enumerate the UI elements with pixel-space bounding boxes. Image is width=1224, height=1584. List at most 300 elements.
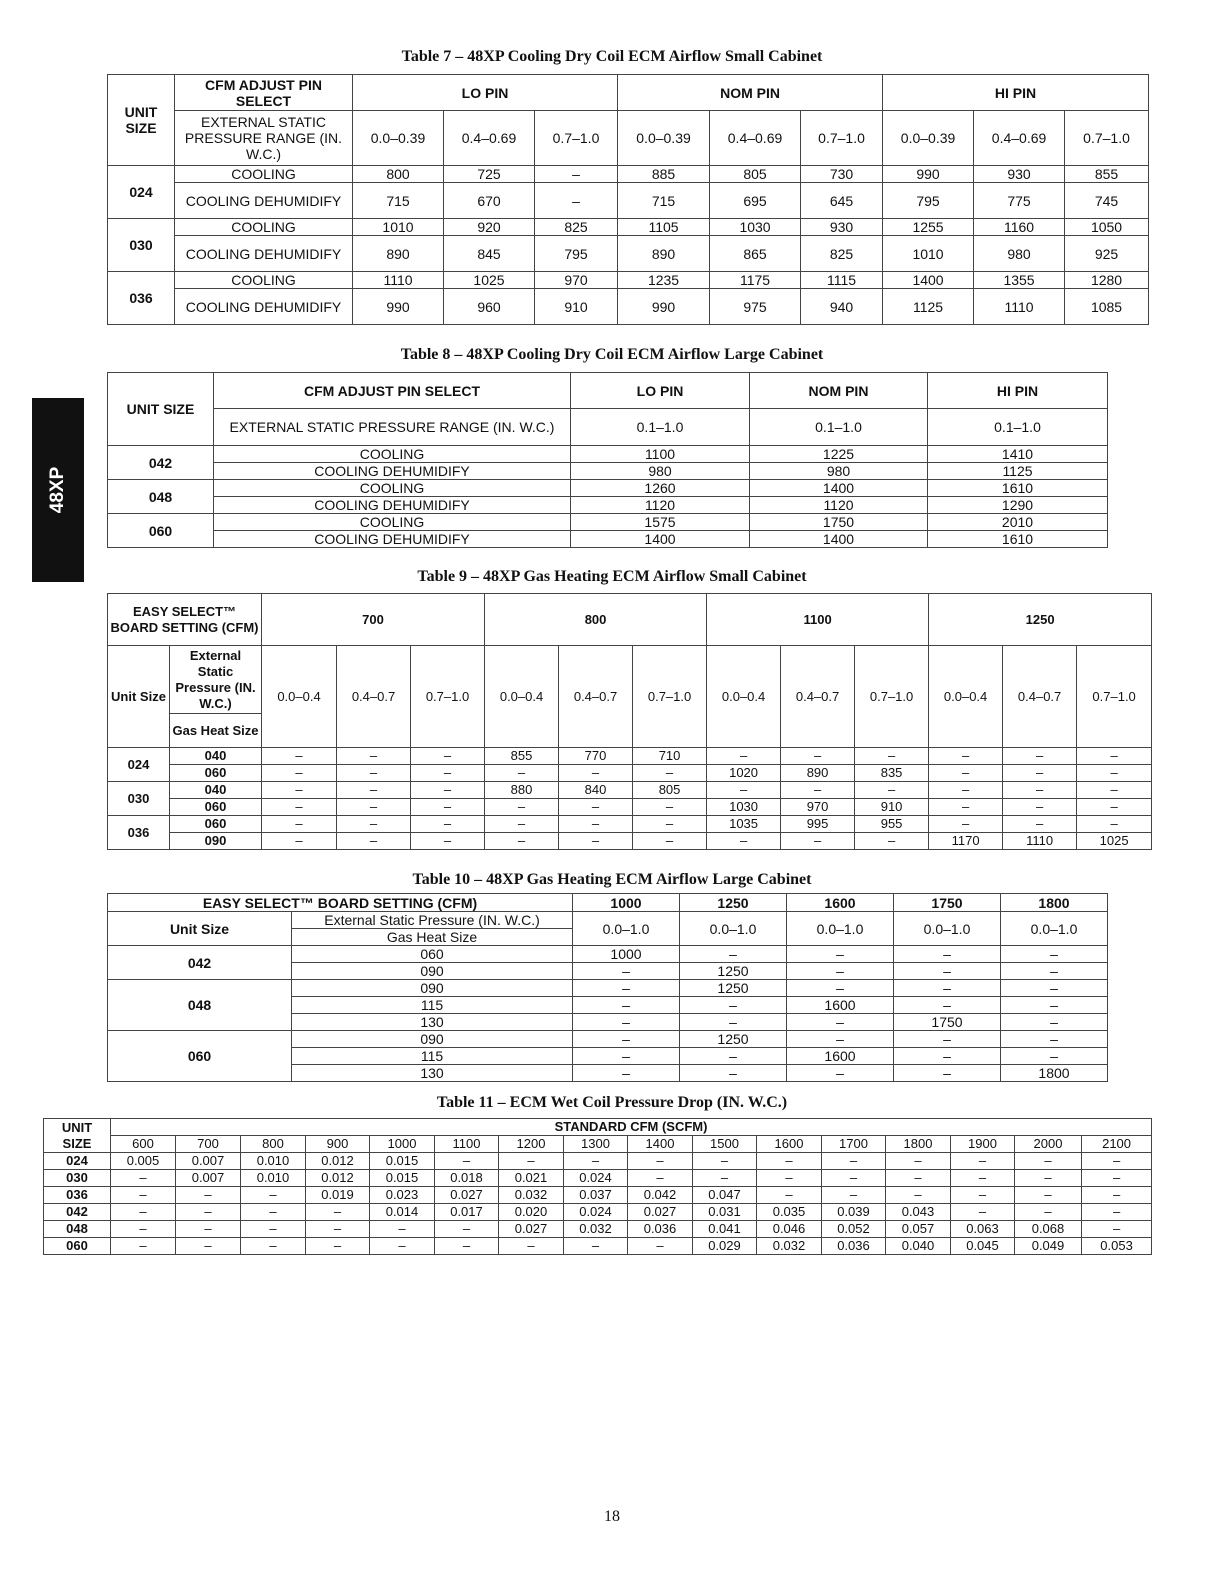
gas-heat-header: Gas Heat Size — [170, 714, 262, 748]
table-cell: 855 — [485, 748, 559, 765]
table-cell: 910 — [855, 799, 929, 816]
table8-caption: Table 8 – 48XP Cooling Dry Coil ECM Airflow Large Cabinet — [400, 346, 824, 363]
table-cell: 1400 — [571, 531, 750, 548]
table-cell: – — [241, 1187, 306, 1204]
table-cell: 865 — [710, 236, 801, 272]
table-cell: – — [1082, 1153, 1152, 1170]
table-cell: – — [787, 980, 894, 997]
table-cell: – — [411, 833, 485, 850]
table-cell: – — [306, 1204, 370, 1221]
table-cell: 930 — [974, 166, 1065, 183]
table-cell: – — [176, 1204, 241, 1221]
table-cell: 1115 — [801, 272, 883, 289]
range-header: 0.0–0.4 — [707, 646, 781, 748]
table-cell: – — [1077, 748, 1152, 765]
mode-cell: COOLING — [175, 166, 353, 183]
table-cell: – — [411, 799, 485, 816]
table-cell: – — [1015, 1204, 1082, 1221]
scfm-header: STANDARD CFM (SCFM) — [111, 1119, 1152, 1136]
table-cell: 930 — [801, 219, 883, 236]
table9-caption: Table 9 – 48XP Gas Heating ECM Airflow Small Cabinet — [417, 568, 807, 585]
table-cell: – — [411, 816, 485, 833]
table-cell: – — [176, 1221, 241, 1238]
side-tab-label: 48XP — [47, 466, 68, 514]
table-row — [108, 765, 1152, 782]
table-cell: – — [951, 1170, 1015, 1187]
range-header: 0.1–1.0 — [928, 409, 1108, 446]
table-cell: – — [787, 1031, 894, 1048]
table-row — [44, 1238, 1152, 1255]
table-cell: 1290 — [928, 497, 1108, 514]
table-cell: – — [1077, 782, 1152, 799]
mode-cell: COOLING DEHUMIDIFY — [175, 236, 353, 272]
gas-heat-cell: 060 — [292, 946, 573, 963]
range-header: 0.7–1.0 — [855, 646, 929, 748]
table-cell: – — [633, 833, 707, 850]
table-cell: – — [559, 833, 633, 850]
unit-size-cell: 042 — [44, 1204, 111, 1221]
table-row — [108, 183, 1149, 219]
table-cell: – — [1001, 1014, 1108, 1031]
table-cell: – — [337, 833, 411, 850]
table-cell: – — [781, 833, 855, 850]
table-cell: – — [894, 980, 1001, 997]
pin-header: LO PIN — [353, 75, 618, 111]
table-cell: – — [1003, 748, 1077, 765]
board-setting-value: 1800 — [1001, 894, 1108, 912]
table-cell: 770 — [559, 748, 633, 765]
range-header: 0.7–1.0 — [411, 646, 485, 748]
table-cell: 0.027 — [499, 1221, 564, 1238]
table-cell: – — [886, 1187, 951, 1204]
mode-cell: COOLING DEHUMIDIFY — [214, 497, 571, 514]
table-cell: 0.047 — [693, 1187, 757, 1204]
table-cell: 695 — [710, 183, 801, 219]
range-header: 0.4–0.69 — [444, 111, 535, 166]
table-cell: 1105 — [618, 219, 710, 236]
table-cell: 1610 — [928, 531, 1108, 548]
table-row — [108, 480, 1108, 497]
table-row — [108, 816, 1152, 833]
table-cell: – — [573, 963, 680, 980]
board-setting-value: 1600 — [787, 894, 894, 912]
unit-size-cell: 024 — [108, 748, 170, 782]
table-cell: 0.045 — [951, 1238, 1015, 1255]
table-cell: – — [262, 748, 337, 765]
table-cell: 0.043 — [886, 1204, 951, 1221]
gas-heat-cell: 060 — [170, 799, 262, 816]
table-row — [44, 1170, 1152, 1187]
table-cell: 825 — [535, 219, 618, 236]
table-cell: – — [929, 765, 1003, 782]
cfm-header: 700 — [176, 1136, 241, 1153]
table-cell: 0.018 — [435, 1170, 499, 1187]
unit-size-cell: 030 — [108, 782, 170, 816]
table-cell: – — [499, 1238, 564, 1255]
table-cell: – — [370, 1238, 435, 1255]
table-cell: 0.010 — [241, 1170, 306, 1187]
table-cell: 970 — [535, 272, 618, 289]
range-header: 0.1–1.0 — [750, 409, 928, 446]
table-cell: – — [680, 997, 787, 1014]
table-cell: – — [241, 1238, 306, 1255]
unit-size-cell: 060 — [108, 514, 214, 548]
table-row — [108, 980, 1108, 997]
unit-size-header: Unit Size — [108, 646, 170, 748]
table-cell: – — [1003, 765, 1077, 782]
table-cell: 1100 — [571, 446, 750, 463]
table-cell: – — [886, 1170, 951, 1187]
table-cell: 2010 — [928, 514, 1108, 531]
table-cell: – — [337, 799, 411, 816]
table-cell: – — [559, 816, 633, 833]
table-cell: – — [929, 748, 1003, 765]
table-row — [108, 1031, 1108, 1048]
mode-cell: COOLING — [175, 219, 353, 236]
table-cell: – — [894, 946, 1001, 963]
table-cell: – — [1001, 1048, 1108, 1065]
table-row — [44, 1153, 1152, 1170]
table-cell: 885 — [618, 166, 710, 183]
table-cell: 1400 — [750, 480, 928, 497]
table-cell: 855 — [1065, 166, 1149, 183]
table-cell: 1025 — [1077, 833, 1152, 850]
table-row — [108, 497, 1108, 514]
table10-caption: Table 10 – 48XP Gas Heating ECM Airflow Large Cabinet — [412, 871, 812, 888]
table-cell: – — [306, 1221, 370, 1238]
unit-size-cell: 030 — [44, 1170, 111, 1187]
table-cell: – — [573, 1031, 680, 1048]
table-cell: 1030 — [707, 799, 781, 816]
table-cell: 1250 — [680, 1031, 787, 1048]
range-header: 0.0–0.39 — [353, 111, 444, 166]
table-cell: 990 — [883, 166, 974, 183]
table-cell: 1750 — [750, 514, 928, 531]
unit-size-cell: 036 — [44, 1187, 111, 1204]
table-cell: – — [564, 1238, 628, 1255]
table-cell: 995 — [781, 816, 855, 833]
range-header: 0.4–0.7 — [559, 646, 633, 748]
table-cell: 795 — [535, 236, 618, 272]
table-cell: 1025 — [444, 272, 535, 289]
board-setting-header: EASY SELECT™ BOARD SETTING (CFM) — [108, 594, 262, 646]
board-setting-value: 800 — [485, 594, 707, 646]
table-cell: 1160 — [974, 219, 1065, 236]
table-cell: 1800 — [1001, 1065, 1108, 1082]
unit-size-cell: 042 — [108, 446, 214, 480]
table-cell: 1255 — [883, 219, 974, 236]
table-row — [108, 748, 1152, 765]
table-cell: – — [1003, 799, 1077, 816]
mode-cell: COOLING — [175, 272, 353, 289]
table-cell: 725 — [444, 166, 535, 183]
unit-size-cell: 048 — [108, 980, 292, 1031]
table-cell: 805 — [633, 782, 707, 799]
table-cell: 0.024 — [564, 1170, 628, 1187]
table-cell: 800 — [353, 166, 444, 183]
table-cell: – — [411, 765, 485, 782]
unit-size-header: UNIT SIZE — [44, 1119, 111, 1153]
table-cell: – — [1077, 816, 1152, 833]
table-cell: 0.063 — [951, 1221, 1015, 1238]
unit-size-header: Unit Size — [108, 912, 292, 946]
table-cell: – — [693, 1153, 757, 1170]
table-row — [108, 782, 1152, 799]
cfm-header: 900 — [306, 1136, 370, 1153]
table-cell: 1280 — [1065, 272, 1149, 289]
table-cell: 0.010 — [241, 1153, 306, 1170]
table-cell: 1035 — [707, 816, 781, 833]
table-cell: – — [1001, 997, 1108, 1014]
table-cell: – — [111, 1238, 176, 1255]
table-cell: 1600 — [787, 1048, 894, 1065]
table-cell: – — [628, 1153, 693, 1170]
table-cell: – — [1015, 1153, 1082, 1170]
table-cell: 0.037 — [564, 1187, 628, 1204]
table-cell: 805 — [710, 166, 801, 183]
table-cell: 0.049 — [1015, 1238, 1082, 1255]
table-cell: – — [822, 1153, 886, 1170]
range-header: 0.0–1.0 — [573, 912, 680, 946]
mode-cell: COOLING — [214, 446, 571, 463]
unit-size-header: UNIT SIZE — [108, 373, 214, 446]
cfm-header: 1500 — [693, 1136, 757, 1153]
mode-cell: COOLING DEHUMIDIFY — [175, 289, 353, 325]
table-cell: – — [787, 946, 894, 963]
gas-heat-cell: 090 — [170, 833, 262, 850]
gas-heat-cell: 130 — [292, 1065, 573, 1082]
table-cell: – — [951, 1204, 1015, 1221]
unit-size-header: UNIT SIZE — [108, 75, 175, 166]
table-cell: – — [822, 1187, 886, 1204]
cfm-header: 800 — [241, 1136, 306, 1153]
table-cell: 1750 — [894, 1014, 1001, 1031]
range-header: 0.7–1.0 — [801, 111, 883, 166]
table-cell: 0.015 — [370, 1170, 435, 1187]
range-header: 0.0–0.4 — [929, 646, 1003, 748]
table-cell: – — [435, 1238, 499, 1255]
table-cell: – — [680, 1065, 787, 1082]
table-cell: 1125 — [928, 463, 1108, 480]
table-cell: 0.019 — [306, 1187, 370, 1204]
table-cell: 1120 — [750, 497, 928, 514]
cfm-header: 1700 — [822, 1136, 886, 1153]
table-cell: 0.021 — [499, 1170, 564, 1187]
table-cell: 1110 — [353, 272, 444, 289]
table-cell: – — [1003, 816, 1077, 833]
gas-heat-cell: 115 — [292, 997, 573, 1014]
unit-size-cell: 036 — [108, 816, 170, 850]
board-setting-header: EASY SELECT™ BOARD SETTING (CFM) — [108, 894, 573, 912]
table-cell: – — [485, 765, 559, 782]
table-cell: – — [633, 799, 707, 816]
table-cell: – — [707, 748, 781, 765]
table-cell: – — [1001, 1031, 1108, 1048]
table-cell: – — [435, 1153, 499, 1170]
unit-size-cell: 042 — [108, 946, 292, 980]
table-cell: 1400 — [750, 531, 928, 548]
table11 — [43, 1118, 1152, 1255]
table-cell: 0.032 — [499, 1187, 564, 1204]
table-cell: – — [787, 1014, 894, 1031]
unit-size-cell: 048 — [44, 1221, 111, 1238]
table-cell: – — [894, 1031, 1001, 1048]
table-cell: – — [573, 997, 680, 1014]
table-cell: 0.042 — [628, 1187, 693, 1204]
table-cell: 645 — [801, 183, 883, 219]
range-header: 0.4–0.69 — [974, 111, 1065, 166]
range-header: 0.7–1.0 — [633, 646, 707, 748]
table-cell: 890 — [618, 236, 710, 272]
table-row — [108, 166, 1149, 183]
table-cell: – — [370, 1221, 435, 1238]
table-cell: – — [535, 166, 618, 183]
esp-header: EXTERNAL STATIC PRESSURE RANGE (IN. W.C.) — [175, 111, 353, 166]
table-cell: 1250 — [680, 980, 787, 997]
table-cell: 1170 — [929, 833, 1003, 850]
table-cell: – — [411, 782, 485, 799]
table-cell: – — [262, 816, 337, 833]
pin-header: HI PIN — [883, 75, 1149, 111]
table-cell: – — [306, 1238, 370, 1255]
table-cell: – — [1082, 1187, 1152, 1204]
table-cell: 1575 — [571, 514, 750, 531]
table-cell: 1020 — [707, 765, 781, 782]
table-cell: – — [1077, 799, 1152, 816]
table-cell: 980 — [974, 236, 1065, 272]
table-cell: – — [633, 765, 707, 782]
table-cell: 0.032 — [757, 1238, 822, 1255]
table-cell: – — [1082, 1204, 1152, 1221]
table-cell: – — [757, 1153, 822, 1170]
table-cell: 1410 — [928, 446, 1108, 463]
table-cell: 795 — [883, 183, 974, 219]
table-cell: 1050 — [1065, 219, 1149, 236]
table-cell: – — [894, 1048, 1001, 1065]
cfm-adjust-header: CFM ADJUST PIN SELECT — [214, 373, 571, 409]
board-setting-value: 1250 — [929, 594, 1152, 646]
mode-cell: COOLING — [214, 514, 571, 531]
table-cell: 715 — [618, 183, 710, 219]
table-cell: 0.023 — [370, 1187, 435, 1204]
range-header: 0.1–1.0 — [571, 409, 750, 446]
board-setting-value: 1100 — [707, 594, 929, 646]
table-cell: – — [787, 1065, 894, 1082]
table-cell: – — [1001, 963, 1108, 980]
table-cell: – — [176, 1238, 241, 1255]
table-cell: 1085 — [1065, 289, 1149, 325]
table-cell: 1030 — [710, 219, 801, 236]
range-header: 0.4–0.7 — [337, 646, 411, 748]
side-tab — [32, 398, 84, 582]
pin-header: NOM PIN — [618, 75, 883, 111]
cfm-header: 2100 — [1082, 1136, 1152, 1153]
table-cell: – — [573, 980, 680, 997]
table-cell: – — [757, 1170, 822, 1187]
table-cell: 940 — [801, 289, 883, 325]
table10 — [107, 893, 1108, 1082]
range-header: 0.0–1.0 — [894, 912, 1001, 946]
table-row — [108, 514, 1108, 531]
table11-caption: Table 11 – ECM Wet Coil Pressure Drop (IN. W.C.) — [436, 1094, 788, 1111]
esp-header: External Static Pressure (IN. W.C.) — [292, 912, 573, 929]
gas-heat-cell: 090 — [292, 963, 573, 980]
table-cell: – — [757, 1187, 822, 1204]
table-cell: 0.039 — [822, 1204, 886, 1221]
table-cell: 0.017 — [435, 1204, 499, 1221]
table-cell: 1225 — [750, 446, 928, 463]
table-cell: 775 — [974, 183, 1065, 219]
table-row — [108, 272, 1149, 289]
table-cell: – — [628, 1238, 693, 1255]
table-cell: – — [176, 1187, 241, 1204]
table-cell: – — [787, 963, 894, 980]
cfm-header: 1100 — [435, 1136, 499, 1153]
table-row — [44, 1204, 1152, 1221]
board-setting-value: 1000 — [573, 894, 680, 912]
table-cell: 0.040 — [886, 1238, 951, 1255]
table-cell: 990 — [618, 289, 710, 325]
table-cell: – — [822, 1170, 886, 1187]
cfm-header: 1400 — [628, 1136, 693, 1153]
table-cell: – — [535, 183, 618, 219]
table-cell: – — [111, 1221, 176, 1238]
table-cell: 975 — [710, 289, 801, 325]
board-setting-value: 1750 — [894, 894, 1001, 912]
board-setting-value: 1250 — [680, 894, 787, 912]
table-cell: 1010 — [883, 236, 974, 272]
table-cell: 1600 — [787, 997, 894, 1014]
table-cell: – — [411, 748, 485, 765]
table-cell: 745 — [1065, 183, 1149, 219]
table-cell: 1125 — [883, 289, 974, 325]
table-row — [108, 446, 1108, 463]
pin-header: HI PIN — [928, 373, 1108, 409]
table-cell: – — [633, 816, 707, 833]
table-cell: 730 — [801, 166, 883, 183]
gas-heat-cell: 090 — [292, 1031, 573, 1048]
table-cell: – — [1001, 946, 1108, 963]
table-cell: – — [111, 1170, 176, 1187]
table-cell: 0.029 — [693, 1238, 757, 1255]
gas-heat-cell: 040 — [170, 782, 262, 799]
unit-size-cell: 024 — [44, 1153, 111, 1170]
cfm-header: 1900 — [951, 1136, 1015, 1153]
table-cell: – — [929, 799, 1003, 816]
table-cell: 0.005 — [111, 1153, 176, 1170]
table-cell: – — [485, 799, 559, 816]
table-cell: – — [559, 765, 633, 782]
table-cell: 1000 — [573, 946, 680, 963]
range-header: 0.7–1.0 — [1065, 111, 1149, 166]
esp-header: EXTERNAL STATIC PRESSURE RANGE (IN. W.C.) — [214, 409, 571, 446]
table-cell: 0.035 — [757, 1204, 822, 1221]
table-cell: 0.027 — [628, 1204, 693, 1221]
pin-header: LO PIN — [571, 373, 750, 409]
cfm-adjust-header: CFM ADJUST PIN SELECT — [175, 75, 353, 111]
table-cell: 0.041 — [693, 1221, 757, 1238]
range-header: 0.0–0.4 — [262, 646, 337, 748]
table-cell: – — [485, 816, 559, 833]
pin-header: NOM PIN — [750, 373, 928, 409]
table-cell: – — [337, 816, 411, 833]
mode-cell: COOLING — [214, 480, 571, 497]
page-number: 18 — [604, 1508, 620, 1525]
table-cell: – — [499, 1153, 564, 1170]
table-cell: 1400 — [883, 272, 974, 289]
table-cell: 1355 — [974, 272, 1065, 289]
table-cell: – — [1077, 765, 1152, 782]
